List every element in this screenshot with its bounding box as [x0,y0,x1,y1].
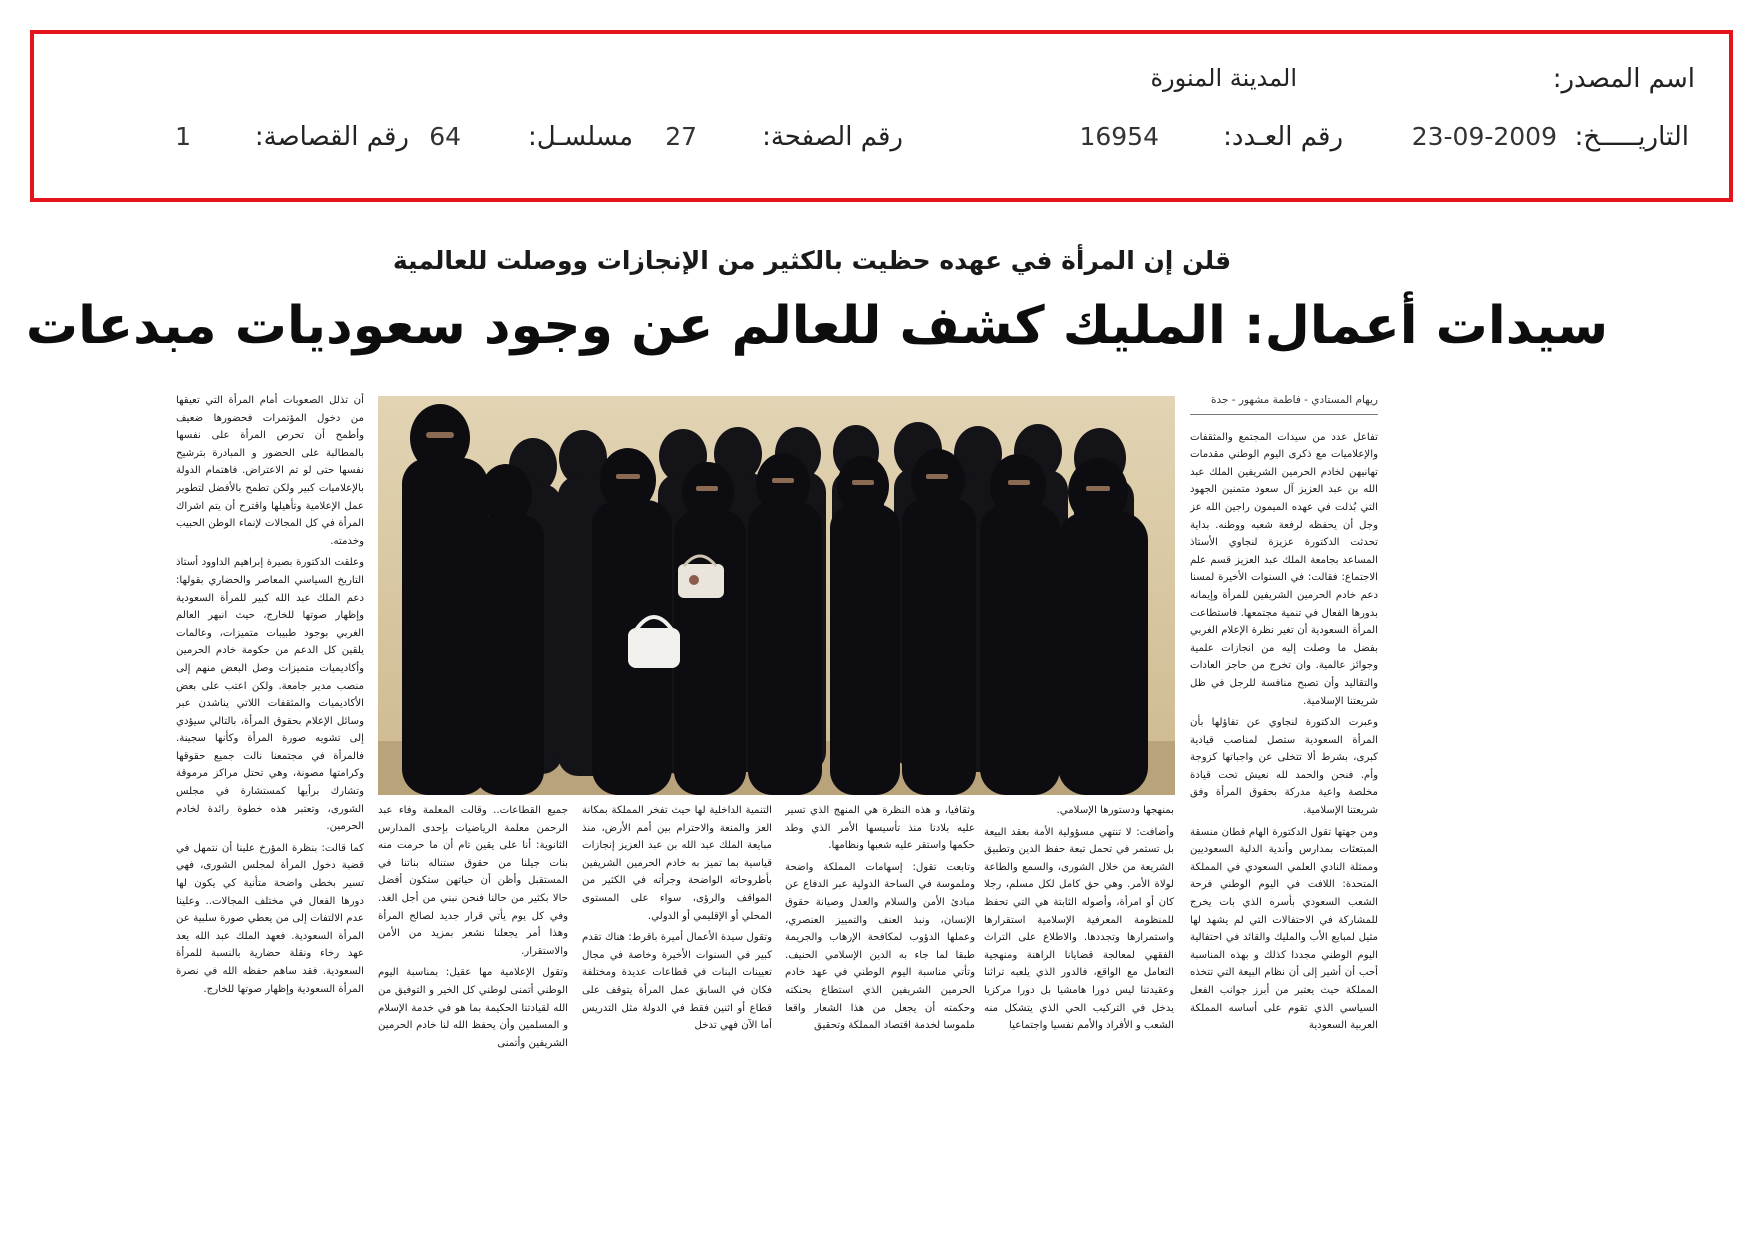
article-kicker: قلن إن المرأة في عهده حظيت بالكثير من الإنجازات ووصلت للعالمية [392,246,1232,275]
article-column-5 [378,802,568,1055]
paragraph: جميع القطاعات.. وقالت المعلمة وفاء عبد الرحمن معلمة الرياضيات بإحدى المدارس الثانوية: أنا على يقين تام أن ما حرمت منه بنات جيلنا من حقوق ستناله بناتنا في المستقبل وأظن أن حياتهن ستكون أفضل حالا بكثير من حالنا فنحن نبني من أجل الغد. وفي كل يوم يأتي قرار جديد لصالح المرأة وهذا أمر يجعلنا نشعر بمزيد من الأمن والاستقرار. [378,805,568,957]
page-label: رقم الصفحة: [762,122,903,152]
serial-value: 64 [429,122,461,151]
source-label: اسم المصدر: [1552,64,1695,94]
article-column-6 [176,392,364,1055]
article-column-1 [1190,392,1378,1055]
paragraph: وثقافيا، و هذه النظرة هي المنهج الذي تسير عليه بلادنا منذ تأسيسها الأمر الذي وطد حكمها واستقر عليه شعبها ونظامها. [785,805,975,852]
women-in-abayas-photo [378,396,1175,795]
paragraph: وأضافت: لا تنتهي مسؤولية الأمة بعقد البيعة بل تستمر في تحمل تبعة حفظ الدين وتطبيق الشريعة من خلال الشورى، والسمع والطاعة لولاة الأمر. وهي حق كامل لكل مسلم، رجلا كان أو امرأة، وأصوله الثابتة هي التي تحفظ للمنظومة المعرفية الإسلامية استقرارها واستمرارها وتجددها. والاطلاع على التراث الفقهي لمعالجة قضايانا الراهنة ومنهجية التعامل مع الواقع، فالدور الذي يلعبه تراثنا وعقيدتنا ليس دورا هامشيا بل دورا مركزيا يدخل في التركيب الحي الذي يتشكل منه الشعب و الأفراد والأمم نفسيا واجتماعيا [984,826,1174,1032]
article-column-2 [984,802,1174,1055]
article-byline: ريهام المستادي - فاطمة مشهور - جدة [1190,392,1378,415]
paragraph: بمنهجها ودستورها الإسلامي. [1056,805,1174,816]
paragraph: وعبرت الدكتورة لنجاوي عن تفاؤلها بأن المرأة السعودية ستصل لمناصب قيادية كبرى، بشرط ألا تتخلى عن واجباتها كزوجة وأم. فنحن والحمد لله نعيش تحت قيادة مخلصة واعية مدركة بحقوق المرأة وفق شريعتنا الإسلامية. [1190,717,1378,817]
article-column-3 [785,802,975,1055]
issue-label: رقم العـدد: [1223,122,1343,152]
paragraph: تفاعل عدد من سيدات المجتمع والمثقفات والإعلاميات مع ذكرى اليوم الوطني مقدمات تهانيهن لخادم الحرمين الشريفين الملك عبد الله بن عبد العزيز آل سعود متمنين الجهود التي بُذلت في عهده الميمون راجين الله عز وجل أن يحفظه لرفعة شعبه ووطنه. بداية تحدثت الدكتورة عزيزة لنجاوي الأستاذ المساعد بجامعة الملك عبد العزيز قسم علم الاجتماع: فقالت: في السنوات الأخيرة لمسنا دعم خادم الحرمين الشريفين للمرأة وإيمانه بدورها الفعال في تنمية مجتمعها. فاستطاعت المرأة السعودية أن تغير نظرة الإعلام الغربي بفضل ما وصلت إليه من انجازات علمية وجوائز عالمية. وان تخرج من حاجز العادات والتقاليد وأن تصبح منافسة للرجل في ظل شريعتنا الإسلامية. [1190,431,1378,707]
group-photo [378,396,1175,795]
paragraph: وتابعت تقول: إسهامات المملكة واضحة وملموسة في الساحة الدولية عبر الدفاع عن مبادئ الأمن والسلام والعدل وصيانة حقوق الإنسان، ونبذ العنف والتمييز العنصري، وعملها الدؤوب لمكافحة الإرهاب والجريمة طبقا لما جاء به الدين الإسلامي الحنيف. وتأتي مناسبة اليوم الوطني في عهد خادم الحرمين الشريفين الذي استطاع بحنكته وحكمته أن يجعل من هذا الشعار واقعا ملموسا لخدمة اقتصاد المملكة وتحقيق [785,861,975,1032]
paragraph: ومن جهتها تقول الدكتورة الهام قطان منسقة المبتعثات بمدارس وأندية الدلية السعوديين وممثلة النادي العلمي السعودي في المملكة المتحدة: اللافت في اليوم الوطني فرحة الشعب السعودي بأسره الذي بات يخرج للمشاركة في الاحتفالات التي لم يشهد لها مثيل لمبايع الأب والمليك والقائد في احتفالية اليوم الوطني مجددا كذلك و بهذه المناسبة أحب أن أشير إلى أن نظام البيعة التي تتخذه المملكة حيث يعتبر من أبرز جوانب الفعل السياسي الذي تقوم على أساسه المملكة العربية السعودية [1190,826,1378,1032]
page-value: 27 [665,122,697,151]
clip-value: 1 [175,122,191,151]
paragraph: أن تذلل الصعوبات أمام المرأة التي تعيقها من دخول المؤتمرات فحضورها ضعيف وأطمح أن تحرص المرأة على نفسها بالمطالبة على الحضور و المبادرة بترشيح نفسها حتى لو تم الاعتراض. فاهتمام الدولة بالإعلاميات كبير ولكن تطمح بالأفضل لتطوير عمل الإعلامية وتأهيلها واقترح أن يتم اشراك المرأة في كل المجالات لإنماء الوطن الحبيب وخدمته. [176,395,364,547]
clip-label: رقم القصاصة: [254,122,409,152]
article-headline: سيدات أعمال: المليك كشف للعالم عن وجود سعوديات مبدعات [25,296,1609,356]
serial-label: مسلسـل: [528,122,633,152]
article-column-4 [582,802,772,1055]
date-value: 23-09-2009 [1411,122,1557,151]
date-label: التاريـــــخ: [1574,122,1689,152]
paragraph: وتقول سيدة الأعمال أميرة باقرط: هناك تقدم كبير في السنوات الأخيرة وخاصة في مجال تعيينات البنات في قطاعات عديدة ومختلفة فكان في السابق عمل المرأة يتوقف على قطاع أو اثنين فقط في الدولة مثل التدريس أما الآن فهي تدخل [582,932,772,1032]
paragraph: وتقول الإعلامية مها عقيل: بمناسبة اليوم الوطني أتمنى لوطني كل الخير و التوفيق من الله لقيادتنا الحكيمة بما هو في خدمة الإسلام و المسلمين وأن يحفظ الله لنا خادم الحرمين الشريفين وأتمنى [378,967,568,1049]
paragraph: وعلقت الدكتورة بصيرة إبراهيم الداوود أستاذ التاريخ السياسي المعاصر والحضاري بقولها: دعم الملك عبد الله كبير للمرأة السعودية وإظهار صوتها للخارج، حيث انبهر العالم الغربي بوجود طبيبات متميزات، وعالمات يلقين كل الدعم من حكومة خادم الحرمين وأكاديميات متميزات وصل البعض منهم إلى منصب مدير جامعة. ولكن اعتب على بعض الأكاديميات والمثقفات اللاتي يناشدن عبر وسائل الإعلام بحقوق المرأة، بالتالي سيؤدي إلى تشويه صورة المرأة وكأنها سجينة. فالمرأة في مجتمعنا نالت جميع حقوقها وكرامتها مصونة، وهي تحتل مراكز مرموقة وتشارك برأيها كمستشارة في مجلس الشورى، وتعتبر هذه خطوة رائدة لخادم الحرمين. [176,557,364,833]
source-value: المدينة المنورة [1150,64,1297,92]
paragraph: كما قالت: بنظرة المؤرخ علينا أن نتمهل في قضية دخول المرأة لمجلس الشورى، فهي تسير بخطى واضحة متأنية كي يكون لها دورها الفعال في مختلف المجالات.. وعلينا عدم الالتفات إلى من يعطي صورة سلبية عن المرأة السعودية. فعهد الملك عبد الله يعد عهد رخاء ونقلة حضارية بالنسبة للمرأة السعودية. فقد ساهم حفظه الله في نصرة المرأة السعودية وإظهار صوتها للخارج. [176,842,364,995]
issue-value: 16954 [1079,122,1159,151]
paragraph: التنمية الداخلية لها حيث تفخر المملكة بمكانة العز والمنعة والاحترام بين أمم الأرض، منذ مبايعة الملك عبد الله بن عبد العزيز إنجازات قياسية بما تميز به خادم الحرمين الشريفين بأطروحاته الواضحة وجرأته في الكثير من المواقف والرؤى، سواء على المستوى المحلي أو الإقليمي أو الدولي. [582,805,772,922]
clipping-metadata-box [30,30,1733,202]
